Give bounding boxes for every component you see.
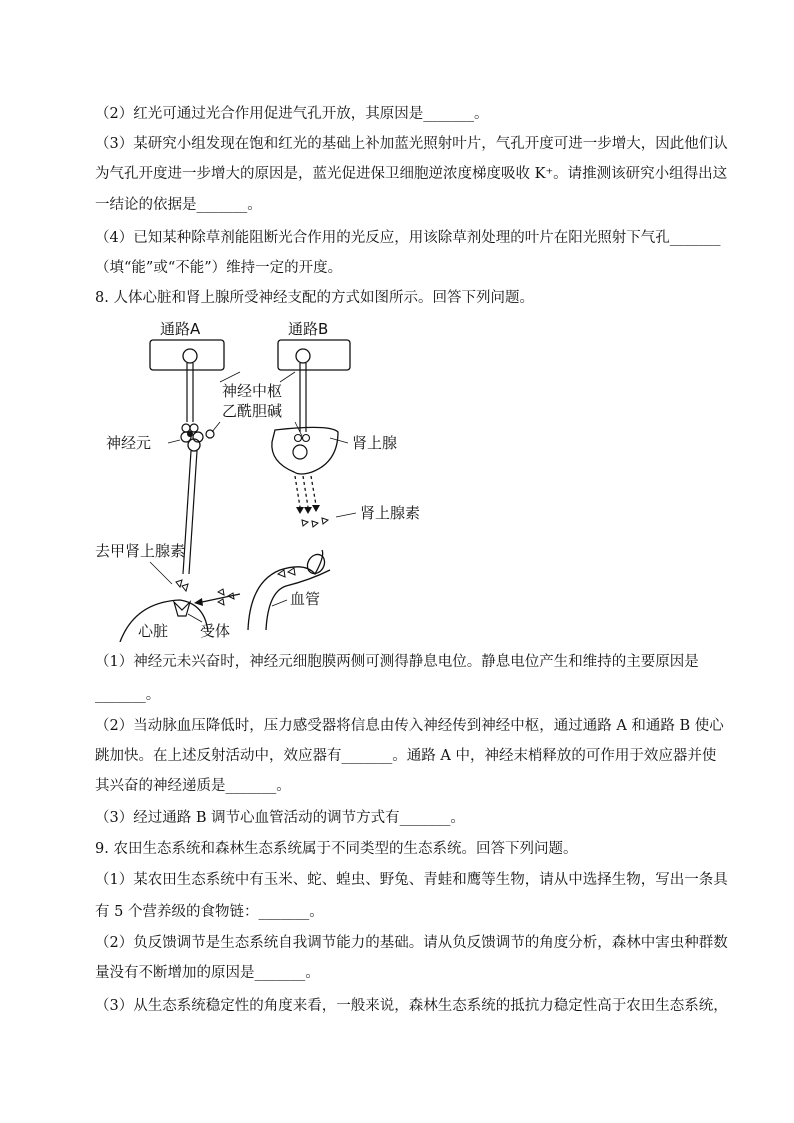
pathway-b-box [278,340,350,370]
nerve-center-label: 神经中枢 [222,382,283,400]
text-line: 量没有不断增加的原因是_______。 [95,965,320,981]
nerve-innervation-diagram [90,312,430,642]
pathway-b-label: 通路B [288,320,329,338]
text-line: （1）某农田生态系统中有玉米、蛇、蝗虫、野兔、青蛙和鹰等生物，请从中选择生物，写出一条具 [95,872,728,888]
noradrenaline-label: 去甲肾上腺素 [95,542,186,560]
text-line: 有 5 个营养级的食物链：_______。 [95,904,324,920]
question-9-stem: 9. 农田生态系统和森林生态系统属于不同类型的生态系统。回答下列问题。 [95,841,578,857]
text-line: （3）从生态系统稳定性的角度来看，一般来说，森林生态系统的抵抗力稳定性高于农田生态系统， [95,998,728,1014]
blood-vessel-label: 血管 [290,590,321,608]
neuron-a1-body [183,349,197,363]
text-line: 一结论的依据是_______。 [95,197,262,213]
text-line: 为气孔开度进一步增大的原因是，蓝光促进保卫细胞逆浓度梯度吸收 K⁺。请推测该研究小组得出这 [95,166,728,182]
adrenaline-label: 肾上腺素 [360,504,421,522]
text-line: （2）红光可通过光合作用促进气孔开放，其原因是_______。 [95,106,489,122]
acetylcholine-label: 乙酰胆碱 [222,402,283,420]
pathway-a-label: 通路A [160,320,201,338]
text-line: （填“能”或“不能”）维持一定的开度。 [95,260,343,276]
text-line: 其兴奋的神经递质是_______。 [95,778,291,794]
adrenal-gland-label: 肾上腺 [352,434,398,452]
text-line: （2）当动脉血压降低时，压力感受器将信息由传入神经传到神经中枢，通过通路 A 和通路 B 使心 [95,718,724,734]
text-line: （4）已知某种除草剂能阻断光合作用的光反应，用该除草剂处理的叶片在阳光照射下气孔_______ [95,230,721,246]
neuron-b-body [296,349,310,363]
neuron-label: 神经元 [106,434,152,452]
receptor-shape [174,602,190,616]
text-line: （3）某研究小组发现在饱和红光的基础上补加蓝光照射叶片，气孔开度可进一步增大，因此他们认 [95,136,728,152]
text-line: （1）神经元未兴奋时，神经元细胞膜两侧可测得静息电位。静息电位产生和维持的主要原因是 [95,654,699,670]
text-line: （3）经过通路 B 调节心血管活动的调节方式有_______。 [95,810,465,826]
text-line: （2）负反馈调节是生态系统自我调节能力的基础。请从负反馈调节的角度分析，森林中害虫种群数 [95,935,728,951]
text-line: _______。 [95,687,161,703]
text-line: 跳加快。在上述反射活动中，效应器有_______。通路 A 中，神经末梢释放的可作用于效应器并使 [95,748,717,764]
heart-label: 心脏 [138,622,169,640]
receptor-label: 受体 [200,622,231,640]
question-8-stem: 8. 人体心脏和肾上腺所受神经支配的方式如图所示。回答下列问题。 [95,290,534,306]
